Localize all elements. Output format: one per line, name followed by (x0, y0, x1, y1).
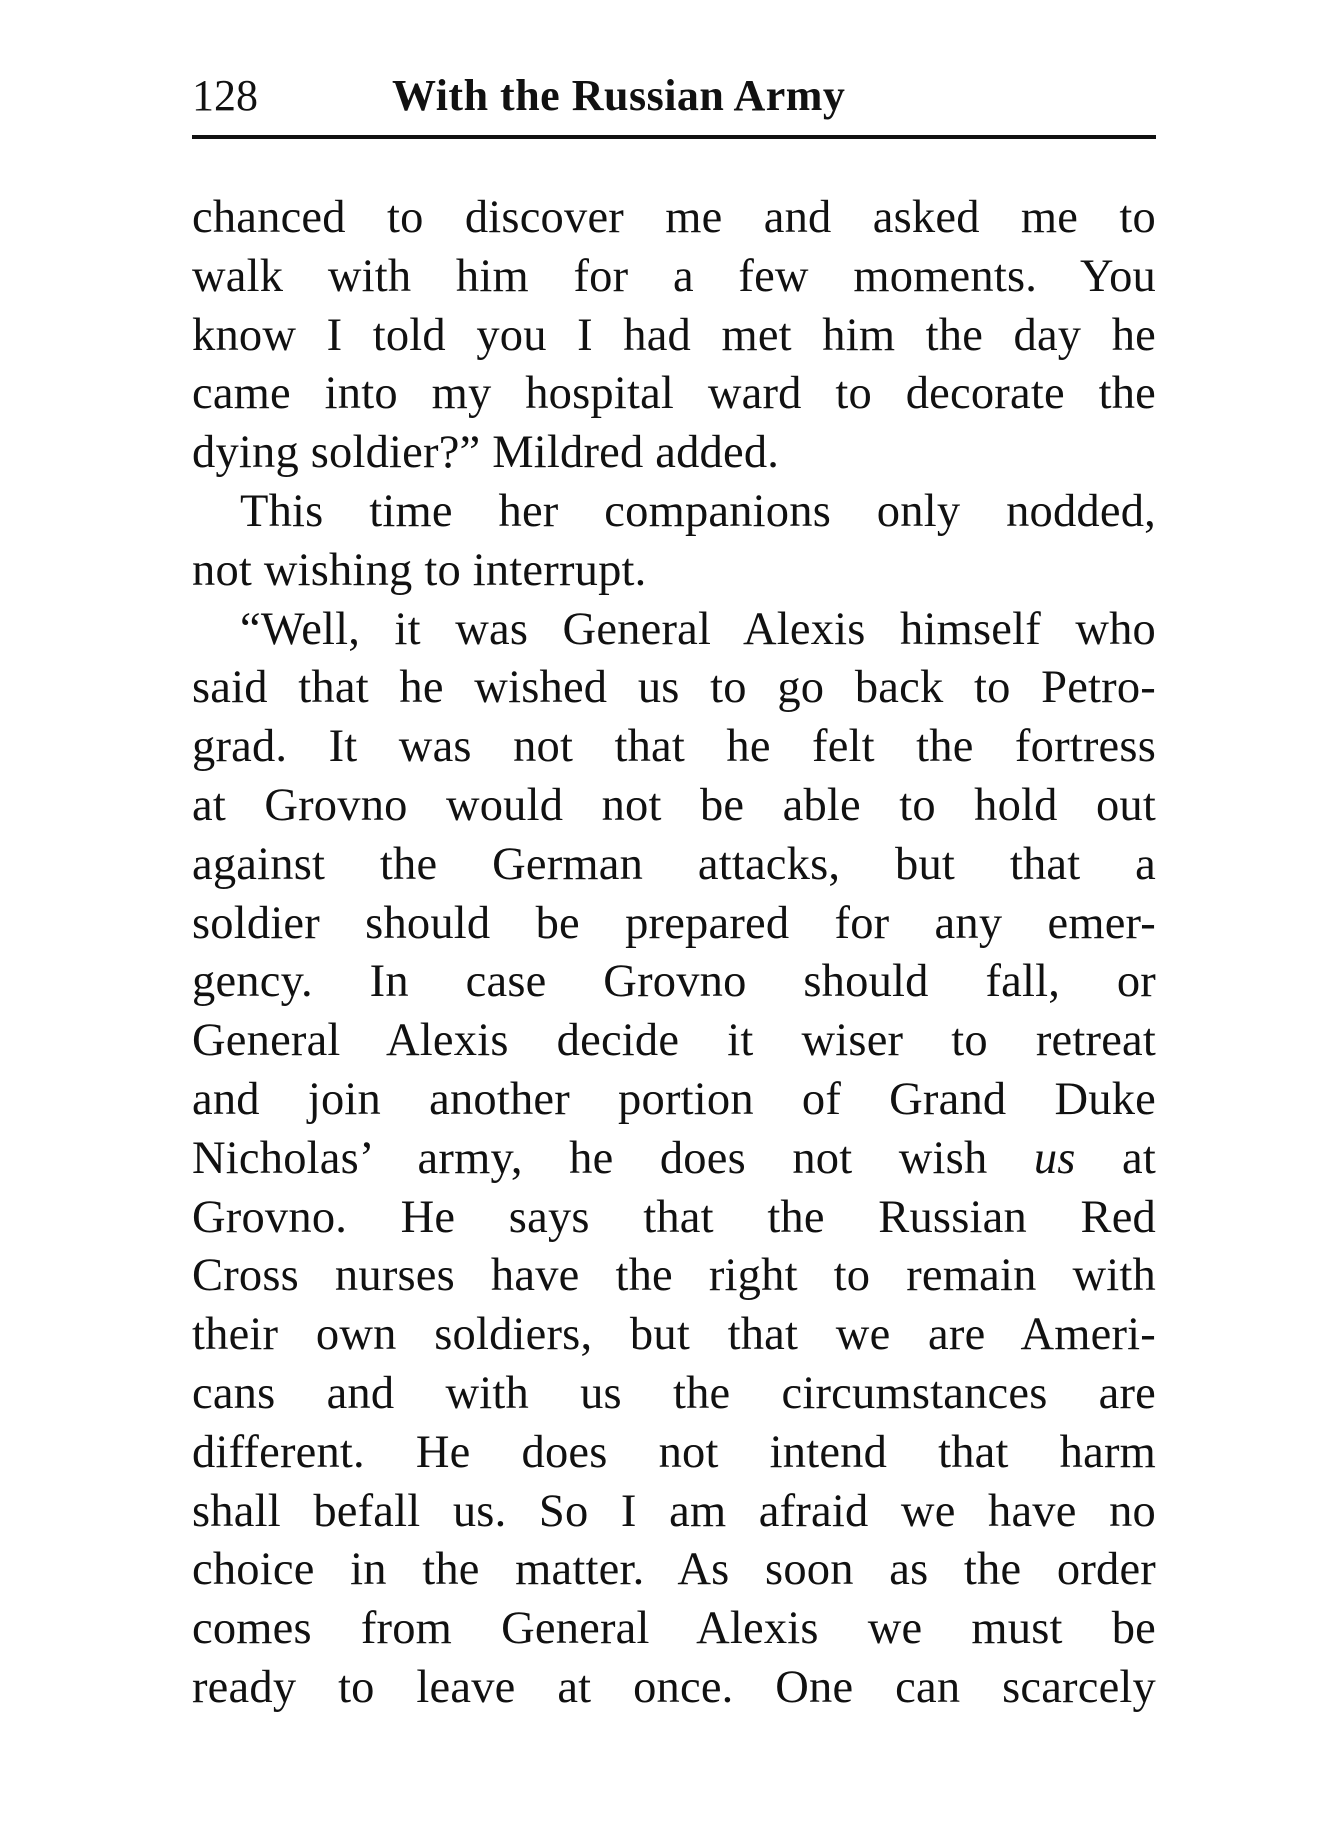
text-line: their own soldiers, but that we are Ameri- (192, 1309, 1156, 1361)
text-line: ready to leave at once. One can scarcely (192, 1661, 1156, 1713)
page-number: 128 (192, 71, 258, 120)
text-line: choice in the matter. As soon as the order (192, 1544, 1156, 1596)
text-line: comes from General Alexis we must be (192, 1603, 1156, 1655)
header-rule (192, 135, 1156, 139)
text-line: chanced to discover me and asked me to (192, 192, 1156, 243)
text-line: at Grovno would not be able to hold out (192, 779, 1156, 831)
text-line: General Alexis decide it wiser to retreat (192, 1015, 1156, 1067)
text-line: not wishing to interrupt. (192, 544, 647, 596)
emphasized-word: us (1033, 1132, 1076, 1184)
text-line: Grovno. He says that the Russian Red (192, 1191, 1156, 1243)
text-line: grad. It was not that he felt the fortress (192, 721, 1156, 773)
text-line: cans and with us the circumstances are (192, 1367, 1156, 1419)
text-line: shall befall us. So I am afraid we have no (192, 1485, 1156, 1537)
text-line: Cross nurses have the right to remain with (192, 1250, 1156, 1302)
text-line: different. He does not intend that harm (192, 1426, 1156, 1478)
text-line: and join another portion of Grand Duke (192, 1073, 1156, 1125)
text-line: gency. In case Grovno should fall, or (192, 956, 1156, 1008)
text-line: walk with him for a few moments. You (192, 250, 1156, 302)
text-line: came into my hospital ward to decorate the (192, 368, 1156, 420)
text-line: know I told you I had met him the day he (192, 309, 1156, 361)
text-segment: at (1075, 1132, 1156, 1184)
running-head (192, 64, 1156, 126)
text-line: “Well, it was General Alexis himself who (240, 603, 1156, 655)
text-line: soldier should be prepared for any emer- (192, 897, 1156, 949)
text-segment: Nicholas’ army, he does not wish (192, 1132, 1034, 1184)
text-line: against the German attacks, but that a (192, 838, 1156, 890)
text-line: dying soldier?” Mildred added. (192, 427, 780, 479)
running-title: With the Russian Army (392, 71, 846, 120)
body-text (192, 189, 1156, 1718)
text-line: This time her companions only nodded, (240, 485, 1156, 537)
text-line: said that he wished us to go back to Petro- (192, 662, 1156, 714)
text-line-with-emphasis (192, 1130, 1156, 1189)
